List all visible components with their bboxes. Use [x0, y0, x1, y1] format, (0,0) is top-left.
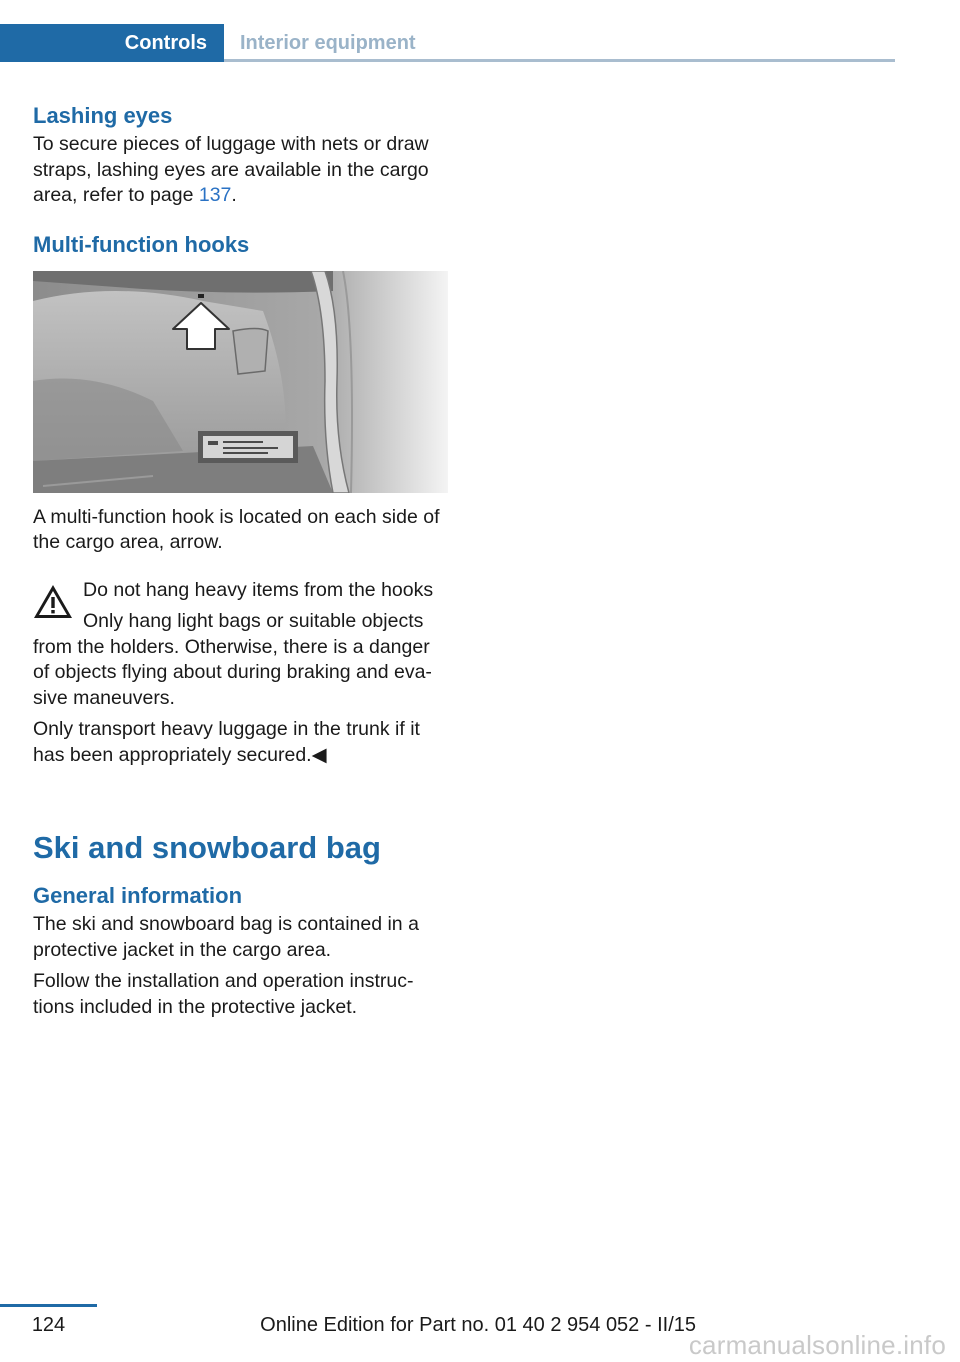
hooks-caption: A multi-function hook is located on each side of the cargo area, arrow. — [33, 505, 440, 553]
cargo-area-illustration — [33, 271, 448, 493]
lashing-eyes-text-before: To secure pieces of luggage with nets or draw straps, lashing eyes are available in the cargo area, refer to page — [33, 133, 429, 206]
edition-text: Online Edition for Part no. 01 40 2 954 052 - II/15 — [260, 1314, 696, 1336]
main-content — [33, 100, 443, 1020]
ski-bag-text-2: Follow the installation and operation instruc-tions included in the protective jacket. — [33, 970, 414, 1018]
warning-text-1: Only hang light bags or suitable objects from the holders. Otherwise, there is a danger of objects flying about during braking and eva-sive maneuvers. — [33, 610, 432, 709]
watermark: carmanualsonline.info — [688, 1330, 946, 1360]
ski-bag-text-1: The ski and snowboard bag is contained in a protective jacket in the cargo area. — [33, 913, 419, 961]
lashing-eyes-title: Lashing eyes — [33, 103, 173, 128]
warning-box — [33, 578, 443, 769]
header-rule — [224, 59, 895, 62]
footer-rule — [0, 1304, 97, 1307]
page-reference-link[interactable]: 137 — [198, 184, 232, 206]
general-information-title: General information — [33, 883, 243, 908]
header-subsection[interactable]: Interior equipment — [240, 32, 416, 54]
warning-heading: Do not hang heavy items from the hooks — [83, 578, 434, 601]
ski-bag-title: Ski and snowboard bag — [33, 830, 381, 865]
lashing-eyes-text-after: . — [231, 184, 237, 206]
lashing-eyes-text — [33, 132, 443, 209]
page-number: 124 — [31, 1314, 66, 1336]
page-header — [0, 24, 895, 62]
warning-triangle-icon — [33, 584, 73, 620]
multi-function-hooks-title: Multi-function hooks — [33, 231, 250, 257]
header-section-tab[interactable]: Controls — [0, 24, 224, 62]
warning-text-2: Only transport heavy luggage in the trunk if it has been appropriately secured.◀ — [33, 718, 420, 766]
